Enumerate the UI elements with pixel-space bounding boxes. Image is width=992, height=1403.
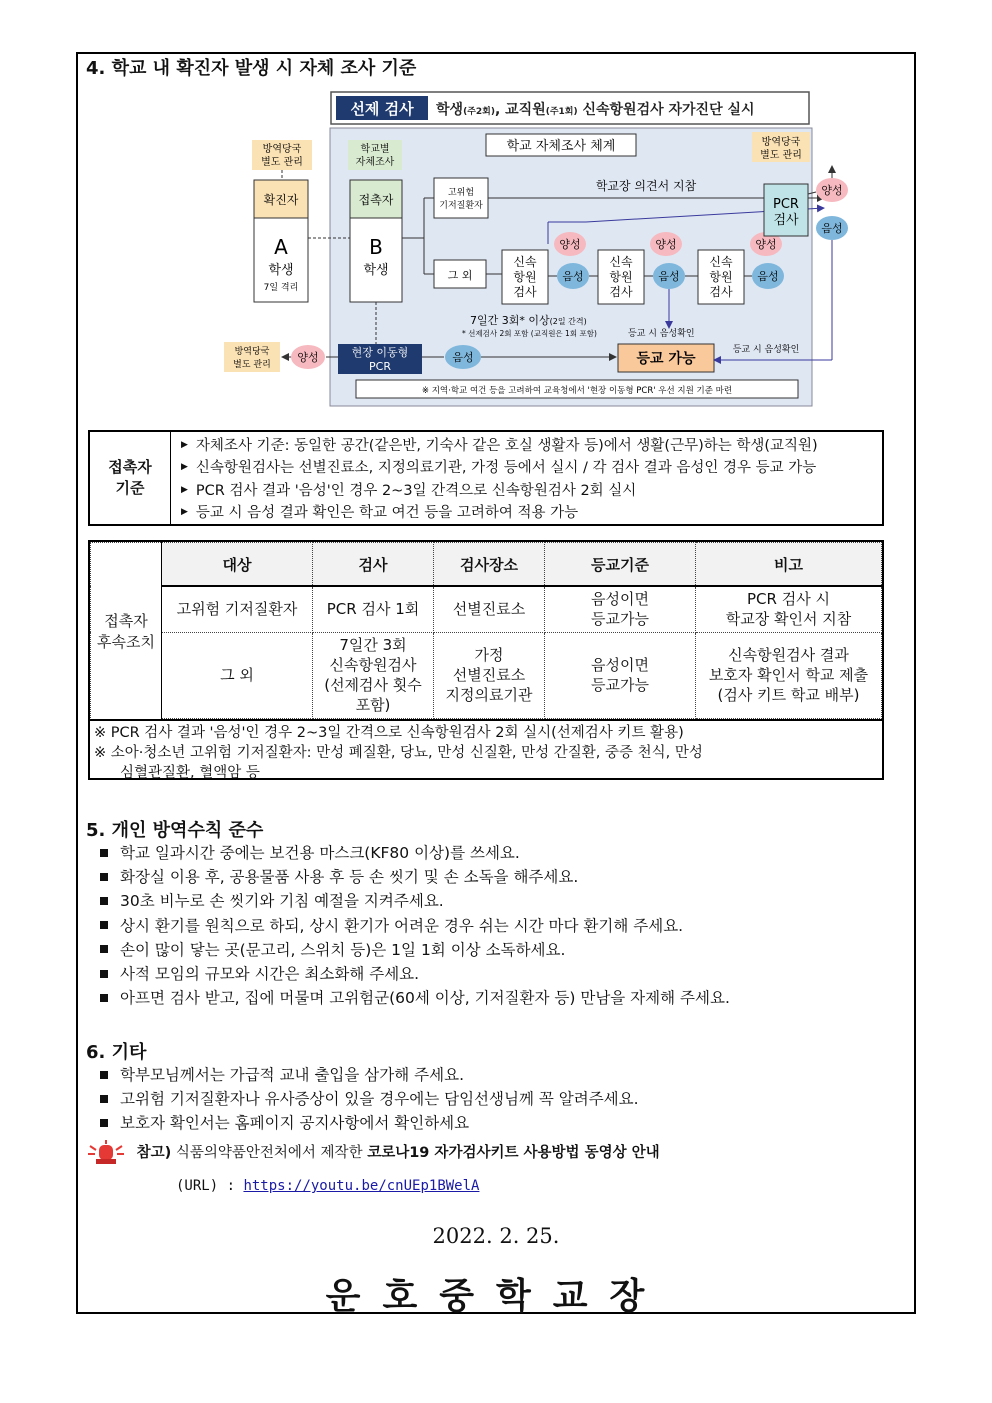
svg-text:PCR: PCR <box>369 360 391 373</box>
banner-text: 학생(주2회), 교직원(주1회) 신속항원검사 자가진단 실시 <box>436 102 755 118</box>
followup-table <box>88 540 884 780</box>
svg-text:학생: 학생 <box>268 263 294 278</box>
svg-text:A: A <box>274 235 288 259</box>
svg-text:항원: 항원 <box>609 270 633 284</box>
banner-badge: 선제 검사 <box>350 100 414 118</box>
criteria-label: 접촉자 기준 <box>90 432 171 524</box>
followup-row-label: 접촉자 후속조치 <box>91 543 162 719</box>
svg-text:현장 이동형: 현장 이동형 <box>351 346 409 359</box>
table-header: 검사장소 <box>434 543 545 587</box>
svg-text:방역당국: 방역당국 <box>761 137 801 148</box>
svg-text:양성: 양성 <box>559 238 581 251</box>
svg-text:학생: 학생 <box>363 263 389 278</box>
svg-text:신속: 신속 <box>709 255 733 269</box>
svg-text:신속: 신속 <box>609 255 633 269</box>
svg-text:음성: 음성 <box>821 222 843 235</box>
list-item: 상시 환기를 원칙으로 하되, 상시 환기가 어려운 경우 쉬는 시간 마다 환기해 주세요. <box>96 914 730 938</box>
svg-text:※ 지역·학교 여건 등을 고려하여 교육청에서 '현장 이: ※ 지역·학교 여건 등을 고려하여 교육청에서 '현장 이동형 PCR' 우선 지원 기준 마련 <box>421 386 733 396</box>
signature: 운호중학교장 <box>325 1275 667 1317</box>
school-ok-label: 등교 가능 <box>636 351 696 367</box>
list-item: 학부모님께서는 가급적 교내 출입을 삼가해 주세요. <box>96 1063 639 1087</box>
section6-title: 6. 기타 <box>86 1042 147 1063</box>
svg-text:검사: 검사 <box>773 213 799 228</box>
svg-text:신속: 신속 <box>513 255 537 269</box>
svg-text:기저질환자: 기저질환자 <box>439 201 483 211</box>
svg-text:방역당국: 방역당국 <box>262 144 302 155</box>
svg-text:B: B <box>369 235 383 259</box>
svg-text:음성: 음성 <box>452 351 474 364</box>
svg-text:양성: 양성 <box>821 184 843 197</box>
svg-text:7일 격리: 7일 격리 <box>263 283 299 293</box>
list-item: 학교 일과시간 중에는 보건용 마스크(KF80 이상)를 쓰세요. <box>96 841 730 865</box>
table-header: 대상 <box>162 543 313 587</box>
svg-text:학교장 의견서 지참: 학교장 의견서 지참 <box>595 179 697 193</box>
table-row: 그 외 7일간 3회 신속항원검사 (선제검사 횟수 포함) 가정 선별진료소 지정의료기관 음성이면 등교가능 신속항원검사 결과 보호자 확인서 학교 제출 (검사 키트 학교 배부) <box>91 632 882 718</box>
contact-criteria-box <box>88 430 884 526</box>
url-line: (URL) : https://youtu.be/cnUEp1BWelA <box>176 1178 480 1194</box>
svg-text:등교 시 음성확인: 등교 시 음성확인 <box>732 345 800 355</box>
section4-title: 4. 학교 내 확진자 발생 시 자체 조사 기준 <box>86 58 417 79</box>
criteria-item: ▶ PCR 검사 결과 '음성'인 경우 2~3일 간격으로 신속항원검사 2회 실시 <box>181 482 637 499</box>
svg-text:검사: 검사 <box>709 285 733 299</box>
school-selfcheck-diagram <box>166 88 843 408</box>
svg-text:학교별: 학교별 <box>360 144 390 155</box>
table-header: 비고 <box>696 543 882 587</box>
svg-text:음성: 음성 <box>562 270 584 283</box>
svg-text:음성: 음성 <box>757 270 779 283</box>
list-item: 사적 모임의 규모와 시간은 최소화해 주세요. <box>96 962 730 986</box>
svg-text:등교 시 음성확인: 등교 시 음성확인 <box>628 329 695 339</box>
criteria-item: ▶ 자체조사 기준: 동일한 공간(같은반, 기숙사 같은 호실 생활자 등)에서 생활(근무)하는 학생(교직원) <box>181 437 818 454</box>
criteria-item: ▶ 등교 시 음성 결과 확인은 학교 여건 등을 고려하여 적용 가능 <box>181 504 579 521</box>
list-item: 아프면 검사 받고, 집에 머물며 고위험군(60세 이상, 기저질환자 등) 만남을 자제해 주세요. <box>96 986 730 1010</box>
reference-line: 참고) 식품의약품안전처에서 제작한 코로나19 자가검사키트 사용방법 동영상 안내 <box>86 1140 660 1166</box>
svg-text:검사: 검사 <box>609 285 633 299</box>
section5-list <box>96 841 730 1010</box>
svg-text:별도 관리: 별도 관리 <box>233 360 271 370</box>
svg-text:항원: 항원 <box>513 270 537 284</box>
contact-label: 접촉자 <box>358 193 394 207</box>
svg-text:자체조사: 자체조사 <box>355 157 395 168</box>
confirmed-label: 확진자 <box>263 193 299 207</box>
table-header: 등교기준 <box>545 543 696 587</box>
list-item: 고위험 기저질환자나 유사증상이 있을 경우에는 담임선생님께 꼭 알려주세요. <box>96 1087 639 1111</box>
system-title: 학교 자체조사 체계 <box>506 139 616 154</box>
criteria-item: ▶ 신속항원검사는 선별진료소, 지정의료기관, 가정 등에서 실시 / 각 검사 결과 음성인 경우 등교 가능 <box>181 460 817 476</box>
table-notes: ※ PCR 검사 결과 '음성'인 경우 2~3일 간격으로 신속항원검사 2회 실시(선제검사 키트 활용) ※ 소아·청소년 고위험 기저질환자: 만성 폐질환, 당뇨, 만성 신질환, 만성 간질환, 중증 천식, 만성 심혈관질환, 혈액암 등 <box>90 719 882 785</box>
section6-list <box>96 1063 639 1136</box>
svg-text:항원: 항원 <box>709 270 733 284</box>
svg-text:양성: 양성 <box>755 238 777 251</box>
svg-text:음성: 음성 <box>658 270 680 283</box>
svg-text:7일간 3회* 이상(2일 간격): 7일간 3회* 이상(2일 간격) <box>470 314 587 327</box>
svg-text:고위험: 고위험 <box>447 188 475 198</box>
issue-date: 2022. 2. 25. <box>432 1224 560 1248</box>
svg-text:양성: 양성 <box>655 238 677 251</box>
svg-text:검사: 검사 <box>513 285 537 299</box>
svg-text:방역당국: 방역당국 <box>234 347 270 357</box>
svg-text:* 선제검사 2회 포함 (교직원은 1회 포함): * 선제검사 2회 포함 (교직원은 1회 포함) <box>462 329 597 338</box>
list-item: 화장실 이용 후, 공용물품 사용 후 등 손 씻기 및 손 소독을 해주세요. <box>96 865 730 889</box>
table-header: 검사 <box>313 543 434 587</box>
svg-text:별도 관리: 별도 관리 <box>261 157 303 168</box>
svg-text:그 외: 그 외 <box>447 269 473 282</box>
list-item: 30초 비누로 손 씻기와 기침 예절을 지켜주세요. <box>96 889 730 913</box>
svg-text:PCR: PCR <box>773 197 799 212</box>
video-link[interactable]: https://youtu.be/cnUEp1BWelA <box>243 1178 480 1194</box>
siren-icon <box>86 1140 128 1166</box>
list-item: 손이 많이 닿는 곳(문고리, 스위치 등)은 1일 1회 이상 소독하세요. <box>96 938 730 962</box>
document-page <box>76 52 916 1317</box>
svg-text:양성: 양성 <box>297 351 319 364</box>
svg-text:별도 관리: 별도 관리 <box>760 150 802 161</box>
list-item: 보호자 확인서는 홈페이지 공지사항에서 확인하세요 <box>96 1111 639 1135</box>
section5-title: 5. 개인 방역수칙 준수 <box>86 820 264 841</box>
table-row: 고위험 기저질환자 PCR 검사 1회 선별진료소 음성이면 등교가능 PCR 검사 시 학교장 확인서 지참 <box>91 586 882 632</box>
